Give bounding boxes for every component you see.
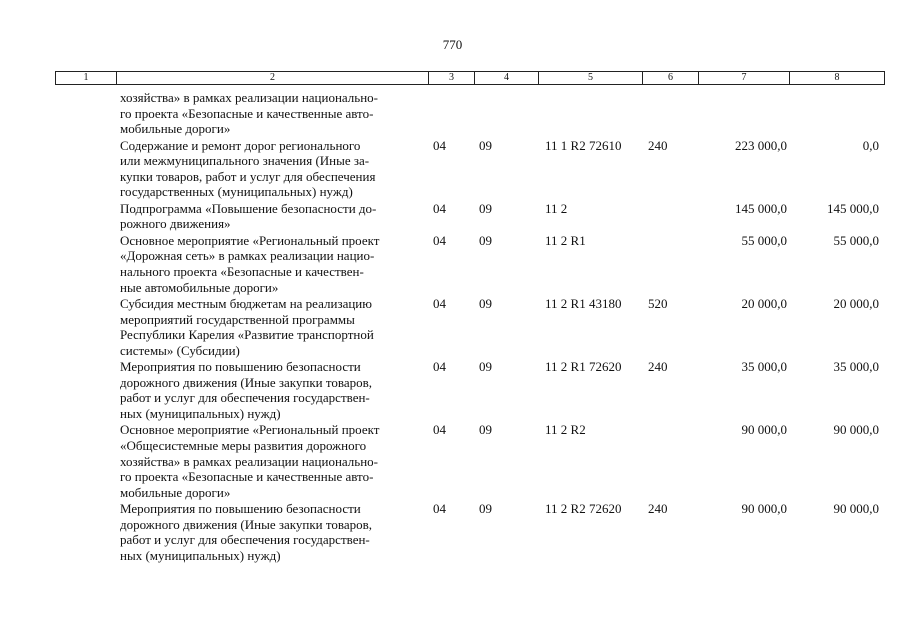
description-line: «Общесистемные меры развития дорожного	[120, 437, 367, 453]
row-section-code: 04	[433, 359, 446, 375]
row-amount-year-1: 145 000,0	[735, 200, 787, 216]
row-target-article-code: 11 1 R2 72610	[545, 137, 622, 153]
description-line: дорожного движения (Иные закупки товаров,	[120, 516, 373, 532]
column-header-8: 8	[790, 71, 885, 85]
description-line: Субсидия местным бюджетам на реализацию	[120, 296, 372, 311]
column-header-6: 6	[643, 71, 699, 85]
row-amount-year-2: 55 000,0	[833, 232, 879, 248]
row-section-code: 04	[433, 501, 446, 517]
row-description	[120, 201, 432, 232]
description-line: купки товаров, работ и услуг для обеспечения	[120, 168, 376, 184]
row-amount-year-1: 20 000,0	[741, 296, 787, 311]
description-line: го проекта «Безопасные и качественные авто-	[120, 469, 374, 485]
row-subsection-code: 09	[479, 359, 492, 375]
row-description	[120, 90, 432, 137]
description-line: Подпрограмма «Повышение безопасности до-	[120, 200, 377, 216]
description-line: Основное мероприятие «Региональный проект	[120, 422, 380, 438]
row-section-code: 04	[433, 422, 446, 438]
description-line: мероприятий государственной программы	[120, 311, 355, 327]
row-description	[120, 138, 432, 200]
description-line: работ и услуг для обеспечения государствен-	[120, 532, 370, 548]
row-subsection-code: 09	[479, 200, 492, 216]
description-line: мобильные дороги»	[120, 484, 231, 500]
row-description	[120, 501, 432, 563]
description-line: «Дорожная сеть» в рамках реализации нацио-	[120, 248, 375, 264]
column-header-7: 7	[699, 71, 790, 85]
description-line: Содержание и ремонт дорог регионального	[120, 137, 361, 153]
row-amount-year-1: 223 000,0	[735, 137, 787, 153]
row-amount-year-2: 20 000,0	[833, 296, 879, 311]
row-section-code: 04	[433, 200, 446, 216]
row-amount-year-2: 90 000,0	[833, 501, 879, 517]
row-subsection-code: 09	[479, 296, 492, 311]
description-line: рожного движения»	[120, 216, 231, 232]
description-line: Основное мероприятие «Региональный проект	[120, 232, 380, 248]
column-header-5: 5	[539, 71, 643, 85]
description-line: ных (муниципальных) нужд)	[120, 547, 281, 563]
row-amount-year-2: 90 000,0	[833, 422, 879, 438]
row-target-article-code: 11 2 R1 72620	[545, 359, 622, 375]
row-subsection-code: 09	[479, 501, 492, 517]
description-line: нального проекта «Безопасные и качествен-	[120, 263, 364, 279]
row-target-article-code: 11 2	[545, 200, 568, 216]
column-header-2: 2	[117, 71, 429, 85]
row-amount-year-1: 35 000,0	[741, 359, 787, 375]
row-target-article-code: 11 2 R1 43180	[545, 296, 622, 311]
description-line: работ и услуг для обеспечения государствен-	[120, 390, 370, 406]
column-header-1: 1	[55, 71, 117, 85]
row-description	[120, 422, 432, 500]
page-number: 770	[442, 37, 463, 52]
row-subsection-code: 09	[479, 422, 492, 438]
description-line: Мероприятия по повышению безопасности	[120, 359, 361, 375]
row-target-article-code: 11 2 R2 72620	[545, 501, 622, 517]
description-line: мобильные дороги»	[120, 121, 231, 137]
column-header-3: 3	[429, 71, 475, 85]
row-section-code: 04	[433, 232, 446, 248]
row-target-article-code: 11 2 R2	[545, 422, 586, 438]
row-description	[120, 296, 432, 358]
description-line: ных (муниципальных) нужд)	[120, 405, 281, 421]
description-line: государственных (муниципальных) нужд)	[120, 184, 353, 200]
row-amount-year-2: 35 000,0	[833, 359, 879, 375]
description-line: ные автомобильные дороги»	[120, 279, 279, 295]
row-expense-type-code: 240	[648, 501, 668, 517]
row-section-code: 04	[433, 296, 446, 311]
row-description	[120, 359, 432, 421]
row-expense-type-code: 240	[648, 137, 668, 153]
column-header-4: 4	[475, 71, 539, 85]
row-amount-year-1: 55 000,0	[741, 232, 787, 248]
description-line: или межмуниципального значения (Иные за-	[120, 153, 370, 169]
description-line: го проекта «Безопасные и качественные авто-	[120, 105, 374, 121]
row-amount-year-1: 90 000,0	[741, 422, 787, 438]
row-expense-type-code: 240	[648, 359, 668, 375]
row-subsection-code: 09	[479, 232, 492, 248]
row-amount-year-2: 145 000,0	[827, 200, 879, 216]
description-line: системы» (Субсидии)	[120, 342, 240, 358]
row-amount-year-2: 0,0	[862, 137, 879, 153]
row-subsection-code: 09	[479, 137, 492, 153]
row-target-article-code: 11 2 R1	[545, 232, 586, 248]
row-section-code: 04	[433, 137, 446, 153]
description-line: Мероприятия по повышению безопасности	[120, 501, 361, 517]
description-line: хозяйства» в рамках реализации национально-	[120, 453, 379, 469]
row-expense-type-code: 520	[648, 296, 668, 311]
description-line: дорожного движения (Иные закупки товаров,	[120, 374, 373, 390]
description-line: Республики Карелия «Развитие транспортной	[120, 327, 374, 343]
row-description	[120, 233, 432, 295]
description-line: хозяйства» в рамках реализации национально-	[120, 90, 379, 105]
row-amount-year-1: 90 000,0	[741, 501, 787, 517]
